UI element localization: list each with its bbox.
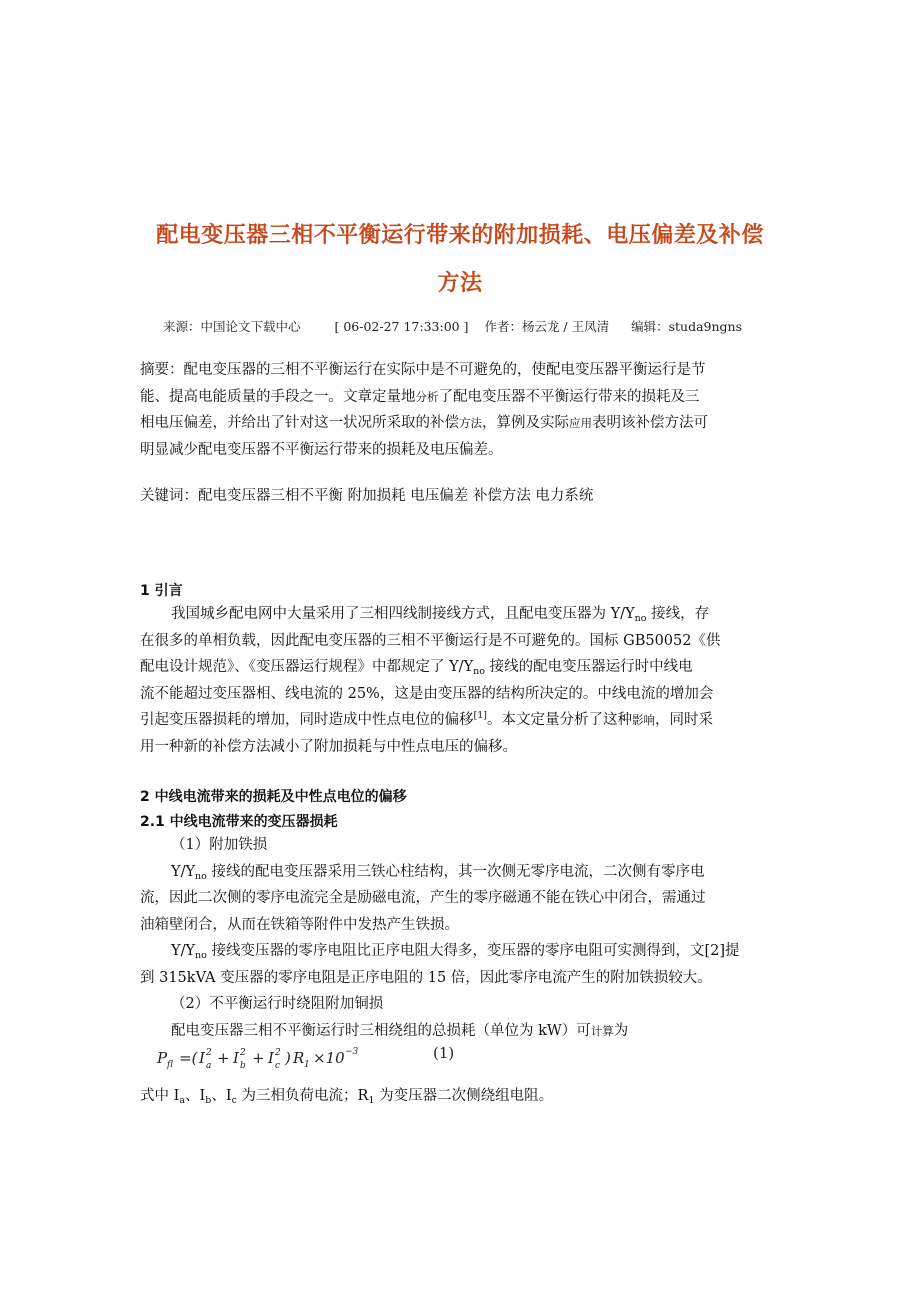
body-line [140, 1083, 780, 1110]
abstract-small: 应用 [569, 416, 592, 430]
body-text: 我国城乡配电网中大量采用了三相四线制接线方式，且配电变压器为 Y/Y [171, 606, 635, 622]
svg-text:=(: =( [179, 1049, 198, 1067]
section-1-body [140, 601, 780, 760]
abstract-line: 明显减少配电变压器不平衡运行带来的损耗及电压偏差。 [140, 441, 503, 458]
body-text: 、I [185, 1088, 206, 1104]
subscript: c [231, 1095, 237, 1106]
abstract-text: ，算例及实际 [482, 415, 569, 431]
article-title-line-1: 配电变压器三相不平衡运行带来的附加损耗、电压偏差及补偿 [156, 223, 764, 248]
body-text: Y/Y [171, 863, 196, 880]
svg-text:I: I [233, 1049, 239, 1067]
subscript: a [179, 1095, 186, 1106]
svg-text:R: R [293, 1049, 305, 1067]
svg-text:I: I [268, 1049, 274, 1067]
body-text: 式中 I [140, 1088, 180, 1104]
meta-editor: 编辑：studa9ngns [631, 319, 742, 334]
equation-explanation [140, 1083, 780, 1110]
equation-1-graphic [155, 1041, 425, 1075]
body-line [140, 938, 780, 965]
svg-text:×10: ×10 [313, 1049, 345, 1067]
body-small: 计算 [590, 1023, 614, 1038]
keywords [140, 483, 780, 510]
abstract-small: 分析 [415, 389, 439, 404]
body-text: 配电变压器三相不平衡运行时三相绕组的总损耗（单位为 kW）可 [171, 1022, 591, 1039]
meta-date: [ 06-02-27 17:33:00 ] [334, 319, 469, 334]
abstract-line [140, 384, 780, 411]
svg-text:fl: fl [167, 1060, 174, 1070]
svg-text:2: 2 [275, 1048, 281, 1058]
svg-text:): ) [285, 1049, 291, 1067]
abstract [140, 357, 780, 463]
body-text: 接线变压器的零序电阻比正序电阻大得多，变压器的零序电阻可实测得到，文[2]提 [206, 943, 740, 959]
meta-source: 来源：中国论文下载中心 [163, 319, 301, 334]
subscript: b [205, 1095, 212, 1106]
body-text: Y/Y [171, 943, 196, 959]
article-title-line-2: 方法 [437, 271, 483, 296]
svg-text:I: I [199, 1049, 205, 1067]
body-small: 影响 [631, 713, 655, 727]
section-1-heading: 1 引言 [140, 583, 183, 599]
body-line: 油箱壁闭合，从而在铁箱等附件中发热产生铁损。 [140, 916, 459, 933]
keywords-line: 关键词：配电变压器三相不平衡 附加损耗 电压偏差 补偿方法 电力系统 [140, 488, 594, 504]
body-text: 为 [613, 1022, 629, 1039]
body-text: 、I [211, 1088, 232, 1104]
body-line: 流，因此二次侧的零序电流完全是励磁电流，产生的零序磁通不能在铁心中闭合，需通过 [140, 890, 706, 906]
body-line: 流不能超过变压器相、线电流的 25%，这是由变压器的结构所决定的。中线电流的增加会 [140, 685, 714, 702]
body-text: 。本文定量分析了这种 [486, 712, 632, 728]
body-text: 接线的配电变压器采用三铁心柱结构，其一次侧无零序电流，二次侧有零序电 [206, 863, 705, 880]
abstract-text: 表明该补偿方法可 [592, 415, 708, 431]
body-text: 为变压器二次侧绕组电阻。 [374, 1088, 554, 1104]
body-text: 为三相负荷电流；R [236, 1088, 369, 1104]
abstract-text: 了配电变压器不平衡运行带来的损耗及三 [438, 388, 700, 405]
body-line [140, 859, 780, 886]
body-line: 用一种新的补偿方法减小了附加损耗与中性点电压的偏移。 [140, 738, 517, 755]
abstract-text: 能、提高电能质量的手段之一。文章定量地 [140, 388, 416, 405]
section-2-body [140, 832, 780, 1044]
reference-mark: [1] [473, 710, 487, 721]
body-text: 配电设计规范》、《变压器运行规程》中都规定了 Y/Y [140, 659, 474, 675]
abstract-line: 摘要：配电变压器的三相不平衡运行在实际中是不可避免的，使配电变压器平衡运行是节 [140, 362, 706, 378]
subscript: no [195, 950, 207, 961]
body-line [140, 601, 780, 628]
body-text: 接线，存 [646, 606, 710, 622]
body-line [140, 707, 780, 734]
svg-text:+: + [217, 1049, 230, 1067]
abstract-text: 相电压偏差，并给出了针对这一状况所采取的补偿 [140, 415, 459, 431]
svg-text:c: c [275, 1061, 281, 1071]
svg-text:b: b [240, 1061, 246, 1071]
svg-text:2: 2 [240, 1048, 246, 1058]
equation-number: (1) [433, 1044, 455, 1062]
body-text: 接线的配电变压器运行时中线电 [484, 659, 693, 675]
equation-1 [155, 1041, 455, 1075]
svg-text:1: 1 [304, 1060, 310, 1070]
subscript: no [195, 870, 207, 882]
svg-text:+: + [252, 1049, 265, 1067]
subscript: no [473, 666, 485, 677]
svg-text:a: a [206, 1061, 212, 1071]
body-text: 引起变压器损耗的增加，同时造成中性点电位的偏移 [140, 712, 474, 728]
abstract-line [140, 410, 780, 437]
item-label: （2）不平衡运行时绕阻附加铜损 [171, 996, 384, 1012]
item-label: （1）附加铁损 [171, 837, 268, 853]
body-line: 到 315kVA 变压器的零序电阻是正序电阻的 15 倍，因此零序电流产生的附加铁损较大。 [140, 969, 712, 986]
subscript: 1 [368, 1095, 375, 1106]
svg-text:−3: −3 [345, 1047, 359, 1057]
body-text: ，同时采 [654, 712, 713, 728]
subscript: no [634, 613, 647, 624]
article-meta [163, 317, 742, 335]
meta-author: 作者：杨云龙 / 王凤清 [484, 319, 610, 334]
section-2-1-heading: 2.1 中线电流带来的变压器损耗 [140, 814, 338, 830]
body-line [140, 654, 780, 681]
svg-text:2: 2 [206, 1048, 212, 1058]
body-line: 在很多的单相负载，因此配电变压器的三相不平衡运行是不可避免的。国标 GB50052《供 [140, 632, 721, 649]
abstract-small: 方法 [459, 416, 482, 430]
svg-text:P: P [157, 1049, 168, 1067]
section-2-heading: 2 中线电流带来的损耗及中性点电位的偏移 [140, 789, 407, 805]
